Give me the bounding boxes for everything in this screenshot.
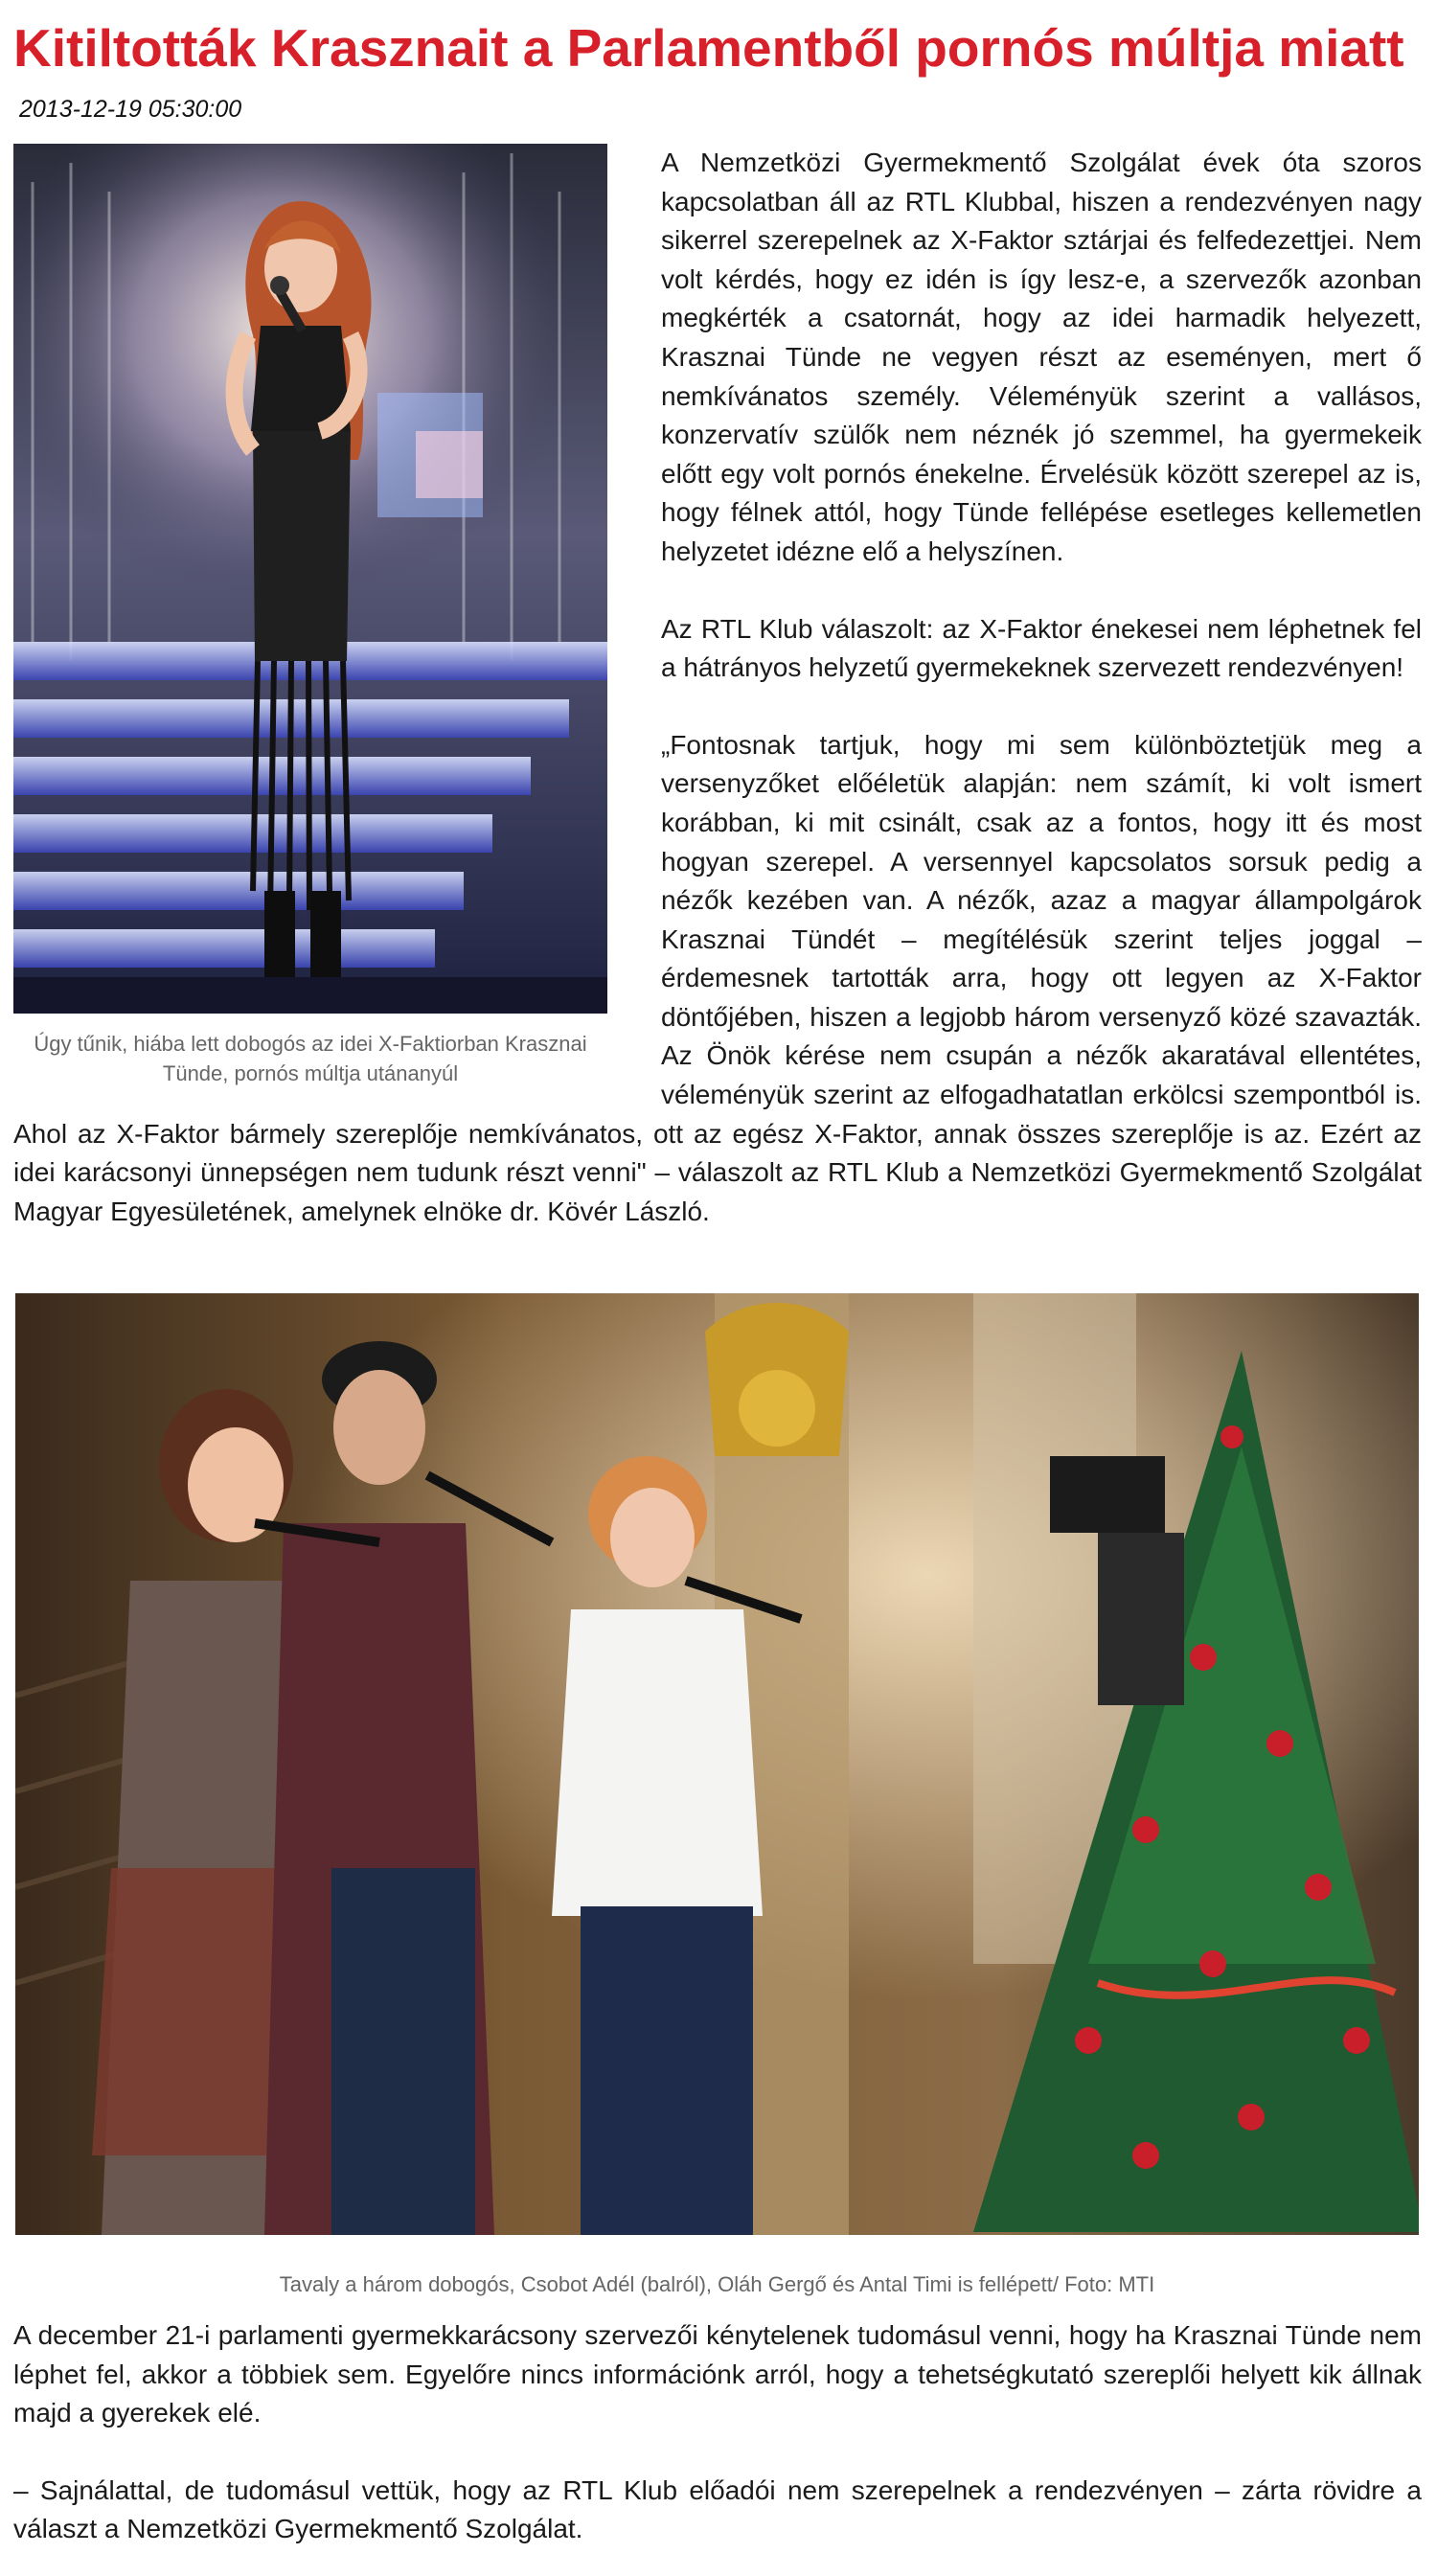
article-paragraph-3: „Fontosnak tartjuk, hogy mi sem különböztetjük meg a versenyzőket előéletük alapján: nem számít, ki volt ismert korábban, ki mit csinált, csak az a fontos, hogy itt és most hogyan szerepel. A versennyel kapcsolatos sorsuk pedig a nézők kezében van. A nézők, azaz a magyar állampolgárok Krasznai Tündét – megítélésük szerint teljes joggal – érdemesnek tartották arra, hogy ott legyen az X-Faktor döntőjében, hiszen a legjobb három versenyző közé szavazták. Az Önök kérése nem csupán a nézők akaratával ellentétes, véleményük szerint az elfogadhatatlan erkölcsi szempontból is. Ahol az X-Faktor bármely szereplője nemkívánatos, ott az egész X-Faktor, annak összes szereplője is az. Ezért az idei karácsonyi ünnepségen nem tudunk részt venni" – válaszolt az RTL Klub a Nemzetközi Gyermekmentő Szolgálat Magyar Egyesületének, amelynek elnöke dr. Kövér László. (13, 729, 1422, 1226)
article-paragraph-5: – Sajnálattal, de tudomásul vettük, hogy az RTL Klub előadói nem szerepelnek a rendezvényen – zárta rövidre a választ a Nemzetközi Gyermekmentő Szolgálat. (13, 2474, 1422, 2544)
image-caption-2: Tavaly a három dobogós, Csobot Adél (balról), Oláh Gergő és Antal Timi is fellépett/ Foto: MTI (279, 2272, 1155, 2296)
article-date: 2013-12-19 05:30:00 (19, 96, 242, 123)
article-paragraph-1: A Nemzetközi Gyermekmentő Szolgálat évek óta szoros kapcsolatban áll az RTL Klubbal, hiszen a rendezvényen nagy sikerrel szerepelnek az X-Faktor sztárjai és felfedezettjei. Nem volt kérdés, hogy ez idén is így lesz-e, a szervezők azonban megkérték a csatornát, hogy az idei harmadik helyezett, Krasznai Tünde ne vegyen részt az eseményen, mert ő nemkívánatos személy. Véleményük szerint a vallásos, konzervatív szülők nem néznék jó szemmel, ha gyermekeik előtt egy volt pornós énekelne. Érvelésük között szerepel az is, hogy félnek attól, hogy Tünde fellépése esetleges kellemetlen helyzetet idézne elő a helyszínen. (661, 148, 1422, 566)
image-caption-1: Úgy tűnik, hiába lett dobogós az idei X-Faktiorban Krasznai Tünde, pornós múltja utánanyúl (34, 1032, 587, 1085)
article-top-section (13, 144, 1422, 1231)
article-bottom-section (13, 2316, 1422, 2549)
singer-stage-photo (13, 144, 607, 1014)
figure-christmas-performance (15, 1293, 1419, 2235)
article-title: Kitiltották Krasznait a Parlamentből pornós múltja miatt (13, 18, 1404, 78)
article-paragraph-2: Az RTL Klub válaszolt: az X-Faktor énekesei nem léphetnek fel a hátrányos helyzetű gyermekeknek szervezett rendezvényen! (661, 613, 1422, 683)
article-paragraph-4: A december 21-i parlamenti gyermekkarácsony szervezői kénytelenek tudomásul venni, hogy ha Krasznai Tünde nem léphet fel, akkor a többiek sem. Egyelőre nincs információnk arról, hogy a tehetségkutató szereplői helyett kik állnak majd a gyerekek elé. (13, 2320, 1422, 2428)
figure-singer-stage (13, 144, 623, 1088)
christmas-performance-photo (15, 1293, 1419, 2235)
